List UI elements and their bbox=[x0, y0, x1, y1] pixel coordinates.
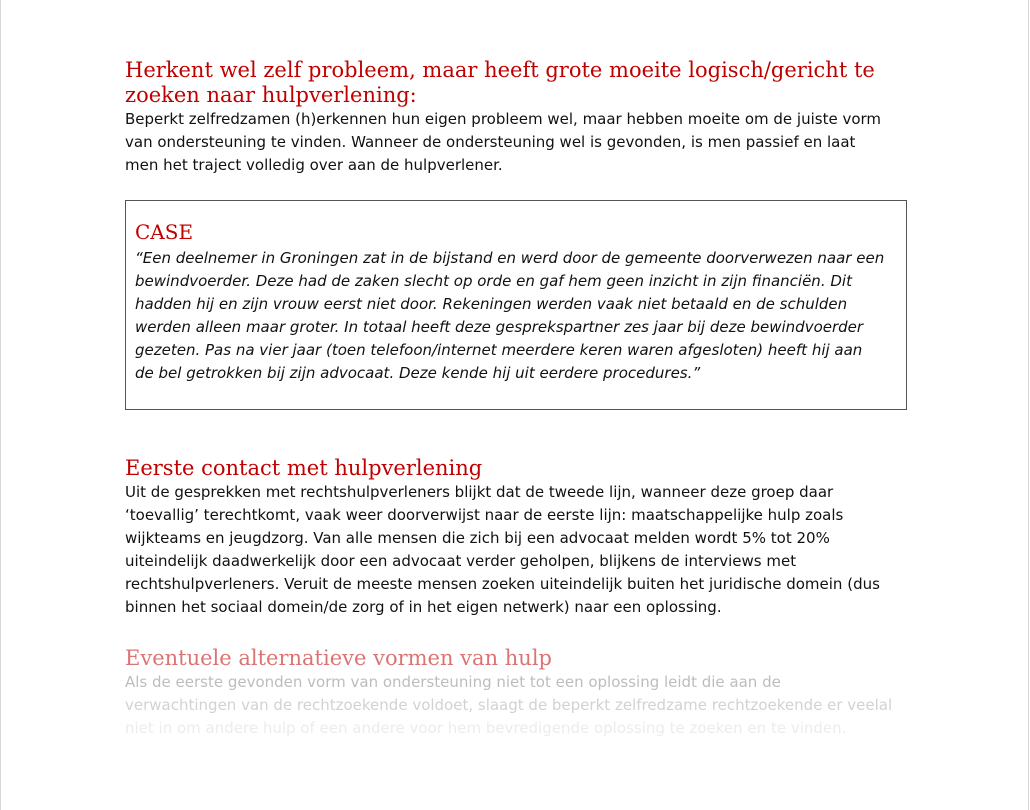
case-box bbox=[125, 200, 907, 410]
paragraph-line: Als de eerste gevonden vorm van ondersteuning niet tot een oplossing leidt die aan de bbox=[125, 673, 781, 691]
paragraph-line: Uit de gesprekken met rechtshulpverleners blijkt dat de tweede lijn, wanneer deze groep daar bbox=[125, 483, 834, 501]
case-line: werden alleen maar groter. In totaal heeft deze gesprekspartner zes jaar bij deze bewindvoerder bbox=[135, 318, 864, 336]
section-heading: Eventuele alternatieve vormen van hulp bbox=[125, 646, 552, 670]
paragraph-line: verwachtingen van de rechtzoekende voldoet, slaagt de beperkt zelfredzame rechtzoekende er veelal bbox=[125, 696, 893, 714]
paragraph-line: niet in om andere hulp of een andere voor hem bevredigende oplossing te zoeken en te vinden. bbox=[125, 719, 847, 737]
section-heading bbox=[125, 58, 915, 108]
heading-line: zoeken naar hulpverlening: bbox=[125, 83, 417, 107]
paragraph-line: binnen het sociaal domein/de zorg of in het eigen netwerk) naar een oplossing. bbox=[125, 598, 722, 616]
paragraph-line: uiteindelijk daadwerkelijk door een advocaat verder geholpen, blijkens de interviews met bbox=[125, 552, 797, 570]
paragraph-line: rechtshulpverleners. Veruit de meeste mensen zoeken uiteindelijk buiten het juridische domein (dus bbox=[125, 575, 880, 593]
case-line: hadden hij en zijn vrouw eerst niet door. Rekeningen werden vaak niet betaald en de schulden bbox=[135, 295, 848, 313]
paragraph-line: ‘toevallig’ terechtkomt, vaak weer doorverwijst naar de eerste lijn: maatschappelijke hulp zoals bbox=[125, 506, 844, 524]
heading-line: Herkent wel zelf probleem, maar heeft grote moeite logisch/gericht te bbox=[125, 58, 875, 82]
section-paragraph bbox=[125, 671, 915, 740]
paragraph-line: wijkteams en jeugdzorg. Van alle mensen die zich bij een advocaat melden wordt 5% tot 20% bbox=[125, 529, 830, 547]
case-line: de bel getrokken bij zijn advocaat. Deze kende hij uit eerdere procedures.” bbox=[135, 364, 701, 382]
section-herkent-probleem bbox=[125, 58, 915, 177]
section-alternatieve-hulp bbox=[125, 646, 915, 740]
section-paragraph bbox=[125, 481, 915, 619]
document-content bbox=[125, 58, 915, 737]
section-paragraph bbox=[125, 108, 915, 177]
case-line: bewindvoerder. Deze had de zaken slecht op orde en gaf hem geen inzicht in zijn financiën. Dit bbox=[135, 272, 852, 290]
section-heading: Eerste contact met hulpverlening bbox=[125, 456, 483, 480]
case-line: gezeten. Pas na vier jaar (toen telefoon/internet meerdere keren waren afgesloten) heeft hij aan bbox=[135, 341, 863, 359]
case-quote bbox=[135, 247, 897, 385]
paragraph-line: Beperkt zelfredzamen (h)erkennen hun eigen probleem wel, maar hebben moeite om de juiste vorm bbox=[125, 110, 882, 128]
paragraph-line: men het traject volledig over aan de hulpverlener. bbox=[125, 156, 503, 174]
case-line: “Een deelnemer in Groningen zat in de bijstand en werd door de gemeente doorverwezen naar een bbox=[135, 249, 885, 267]
paragraph-line: van ondersteuning te vinden. Wanneer de ondersteuning wel is gevonden, is men passief en laat bbox=[125, 133, 856, 151]
case-title: CASE bbox=[135, 220, 194, 244]
section-eerste-contact bbox=[125, 456, 915, 619]
